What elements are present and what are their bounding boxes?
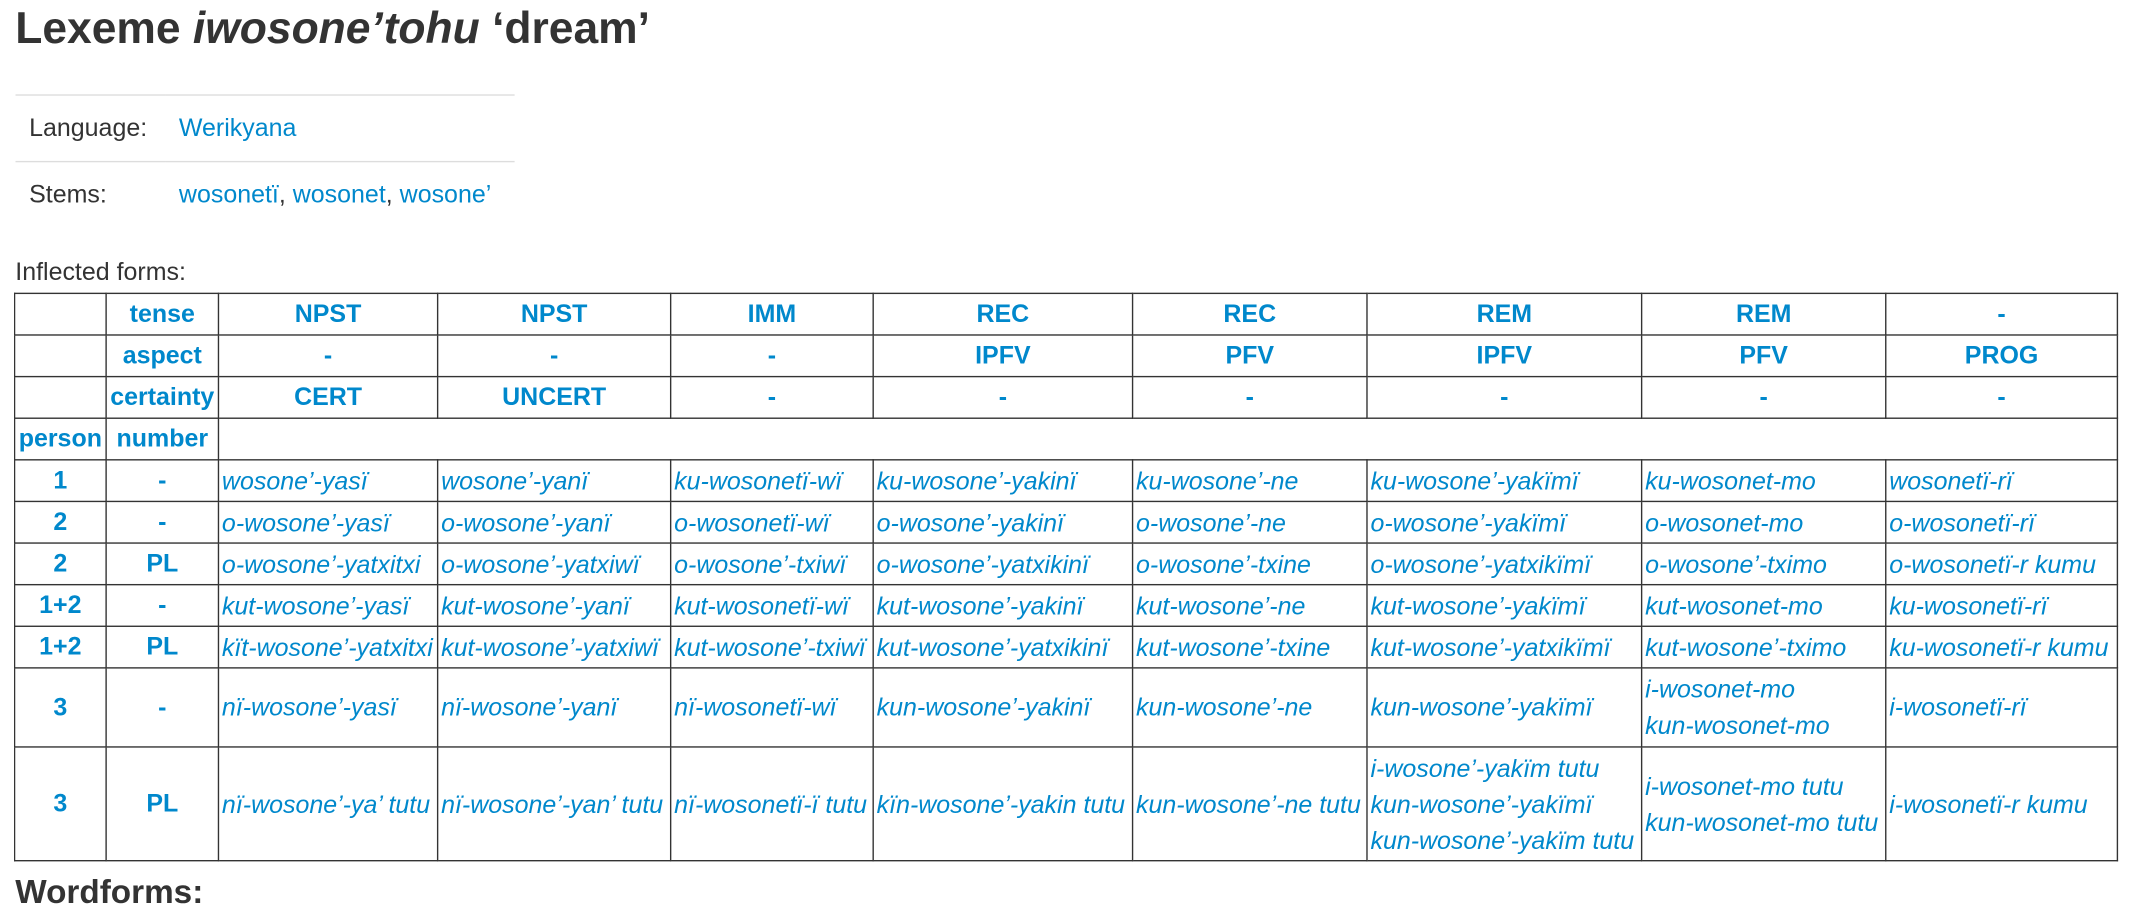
form-cell	[1642, 747, 1886, 861]
wordform-link[interactable]: i-wosone’-yakïm tutu	[1370, 753, 1600, 782]
wordform-link[interactable]: o-wosonetï-rï	[1889, 508, 2035, 537]
form-cell	[1886, 668, 2118, 747]
form-cell	[1133, 585, 1367, 627]
header-spacer-cell	[218, 418, 2117, 460]
table-row	[15, 460, 2118, 502]
tense-header-cell: REM	[1642, 293, 1886, 335]
wordform-link[interactable]: nï-wosone’-yasï	[221, 693, 397, 722]
form-cell	[1642, 460, 1886, 502]
form-cell	[1367, 585, 1642, 627]
certainty-header-cell: -	[1367, 377, 1642, 419]
form-cell	[1886, 460, 2118, 502]
form-cell	[873, 585, 1132, 627]
tense-label: tense	[106, 293, 218, 335]
stems-label: Stems:	[15, 162, 165, 228]
table-row	[15, 626, 2118, 668]
wordform-link[interactable]: ku-wosone’-yakinï	[876, 466, 1077, 495]
form-cell	[438, 501, 671, 543]
form-cell	[218, 543, 437, 585]
form-cell	[873, 626, 1132, 668]
tense-header-cell: REC	[1133, 293, 1367, 335]
form-cell	[218, 626, 437, 668]
form-cell	[873, 747, 1132, 861]
tense-header-cell: IMM	[671, 293, 874, 335]
number-cell: -	[106, 585, 218, 627]
inflection-table	[14, 293, 2118, 862]
wordform-link[interactable]: kut-wosone’-tximo	[1645, 633, 1847, 661]
inflection-table-body	[15, 293, 2118, 860]
number-cell: PL	[106, 543, 218, 585]
certainty-header-cell: -	[1642, 377, 1886, 419]
aspect-header-cell: IPFV	[873, 335, 1132, 377]
number-cell: PL	[106, 626, 218, 668]
tense-header-cell: REM	[1367, 293, 1642, 335]
form-cell	[218, 747, 437, 861]
page-title	[15, 3, 650, 54]
tense-header-cell: NPST	[438, 293, 671, 335]
title-gloss: ‘dream’	[492, 2, 650, 53]
wordform-link[interactable]: kut-wosone’-txiwï	[674, 633, 866, 661]
form-cell	[1642, 626, 1886, 668]
form-cell	[671, 747, 874, 861]
empty-cell	[15, 335, 107, 377]
form-cell	[873, 543, 1132, 585]
wordform-link[interactable]: o-wosone’-yakinï	[876, 508, 1064, 537]
language-link[interactable]: Werikyana	[178, 113, 297, 142]
form-cell	[218, 501, 437, 543]
form-cell	[1133, 543, 1367, 585]
wordform-link[interactable]: ku-wosonetï-r kumu	[1889, 633, 2109, 661]
person-cell: 3	[15, 747, 107, 861]
wordform-link[interactable]: nï-wosone’-ya’ tutu	[221, 789, 431, 818]
empty-cell	[15, 293, 107, 335]
wordform-link[interactable]: nï-wosonetï-wï	[674, 693, 837, 722]
stem-link[interactable]: wosonet	[292, 180, 386, 209]
wordform-link[interactable]: kut-wosone’-yanï	[441, 591, 630, 620]
form-cell	[218, 460, 437, 502]
certainty-header-cell: CERT	[218, 377, 437, 419]
wordform-link[interactable]: kun-wosone’-ne tutu	[1136, 789, 1361, 818]
certainty-label: certainty	[106, 377, 218, 419]
wordform-link[interactable]: kut-wosone’-yasï	[221, 591, 410, 620]
form-cell	[1886, 747, 2118, 861]
aspect-header-cell: -	[671, 335, 874, 377]
tense-row	[15, 293, 2118, 335]
form-cell	[1133, 460, 1367, 502]
form-cell	[671, 585, 874, 627]
form-cell	[1886, 626, 2118, 668]
certainty-header-cell: -	[873, 377, 1132, 419]
form-cell	[438, 543, 671, 585]
form-cell	[671, 668, 874, 747]
form-cell	[671, 460, 874, 502]
person-cell: 1+2	[15, 626, 107, 668]
form-cell	[671, 543, 874, 585]
form-cell	[671, 501, 874, 543]
form-cell	[218, 668, 437, 747]
wordform-link[interactable]: nï-wosone’-yanï	[441, 693, 618, 722]
wordform-link[interactable]: nï-wosone’-yan’ tutu	[441, 789, 664, 818]
form-cell	[1367, 501, 1642, 543]
aspect-header-cell: -	[438, 335, 671, 377]
wordform-link[interactable]: ku-wosonetï-rï	[1889, 591, 2048, 620]
wordform-link[interactable]: o-wosone’-yanï	[441, 508, 611, 537]
wordform-link[interactable]: kut-wosone’-yatxiwï	[441, 633, 659, 661]
wordform-link[interactable]: wosonetï-rï	[1889, 466, 2013, 495]
number-cell: -	[106, 501, 218, 543]
wordform-link[interactable]: kut-wosonet-mo	[1645, 591, 1823, 620]
wordform-link[interactable]: o-wosone’-yatxikinï	[876, 549, 1089, 578]
form-cell	[1886, 543, 2118, 585]
aspect-header-cell: IPFV	[1367, 335, 1642, 377]
wordform-link[interactable]: kun-wosone’-yakïmï	[1370, 693, 1593, 722]
wordform-link[interactable]: ku-wosonet-mo	[1645, 466, 1816, 495]
wordform-link[interactable]: o-wosone’-yatxikïmï	[1370, 549, 1592, 578]
number-cell: -	[106, 668, 218, 747]
wordform-link[interactable]: o-wosone’-yakïmï	[1370, 508, 1567, 537]
wordform-link[interactable]: o-wosonetï-wï	[674, 508, 830, 537]
stems-row	[15, 162, 514, 228]
wordforms-heading: Wordforms:	[15, 873, 204, 912]
wordform-link[interactable]: o-wosonet-mo	[1645, 508, 1804, 537]
form-cell	[438, 668, 671, 747]
form-cell	[1886, 585, 2118, 627]
wordform-link[interactable]: o-wosone’-yatxiwï	[441, 549, 640, 578]
wordform-link[interactable]: kut-wosone’-yatxikinï	[876, 633, 1109, 661]
person-cell: 2	[15, 543, 107, 585]
stem-link[interactable]: wosonetï	[178, 180, 279, 209]
form-cell	[1886, 501, 2118, 543]
wordform-link[interactable]: kun-wosonet-mo	[1645, 711, 1830, 740]
aspect-header-cell: PFV	[1133, 335, 1367, 377]
wordform-link[interactable]: nï-wosonetï-ï tutu	[674, 789, 868, 818]
wordform-link[interactable]: kut-wosone’-yakinï	[876, 591, 1084, 620]
table-row	[15, 747, 2118, 861]
wordform-link[interactable]: o-wosone’-yasï	[221, 508, 390, 537]
person-label: person	[15, 418, 107, 460]
stems-cell: wosonetï, wosonet, wosone’	[165, 162, 515, 228]
wordform-link[interactable]: o-wosone’-txine	[1136, 549, 1311, 578]
person-cell: 3	[15, 668, 107, 747]
wordform-link[interactable]: ku-wosonetï-wï	[674, 466, 843, 495]
tense-header-cell: NPST	[218, 293, 437, 335]
inflected-forms-label: Inflected forms:	[15, 258, 186, 286]
form-cell	[1642, 501, 1886, 543]
form-cell	[438, 747, 671, 861]
empty-cell	[15, 377, 107, 419]
form-cell	[873, 668, 1132, 747]
form-cell	[1642, 543, 1886, 585]
tense-header-cell: REC	[873, 293, 1132, 335]
person-number-header-row	[15, 418, 2118, 460]
form-cell	[1367, 543, 1642, 585]
number-cell: -	[106, 460, 218, 502]
person-cell: 2	[15, 501, 107, 543]
wordform-link[interactable]: o-wosone’-ne	[1136, 508, 1286, 537]
wordform-link[interactable]: kut-wosone’-ne	[1136, 591, 1306, 620]
number-cell: PL	[106, 747, 218, 861]
wordform-link[interactable]: kïn-wosone’-yakin tutu	[876, 789, 1126, 818]
form-cell	[671, 626, 874, 668]
form-cell	[1133, 747, 1367, 861]
wordform-link[interactable]: kut-wosone’-yakïmï	[1370, 591, 1586, 620]
wordform-link[interactable]: o-wosone’-yatxitxi	[221, 549, 421, 578]
wordform-link[interactable]: kun-wosone’-yakïm tutu	[1370, 826, 1635, 854]
wordform-link[interactable]: wosone’-yasï	[221, 466, 368, 495]
wordform-link[interactable]: kït-wosone’-yatxitxi	[221, 633, 433, 661]
wordform-link[interactable]: o-wosonetï-r kumu	[1889, 549, 2096, 578]
table-row	[15, 501, 2118, 543]
certainty-header-cell: -	[671, 377, 874, 419]
wordform-link[interactable]: ku-wosone’-ne	[1136, 466, 1299, 495]
lexeme-info-table	[15, 94, 514, 227]
wordform-link[interactable]: o-wosone’-tximo	[1645, 549, 1827, 578]
form-cell	[1133, 501, 1367, 543]
wordform-link[interactable]: kun-wosone’-yakinï	[876, 693, 1091, 722]
wordform-link[interactable]: wosone’-yanï	[441, 466, 589, 495]
wordform-link[interactable]: ku-wosone’-yakïmï	[1370, 466, 1579, 495]
wordform-link[interactable]: kut-wosone’-txine	[1136, 633, 1331, 661]
table-row	[15, 585, 2118, 627]
form-cell	[1367, 668, 1642, 747]
wordform-link[interactable]: o-wosone’-txiwï	[674, 549, 847, 578]
aspect-header-cell: PROG	[1886, 335, 2118, 377]
certainty-header-cell: -	[1886, 377, 2118, 419]
person-cell: 1+2	[15, 585, 107, 627]
form-cell	[1133, 668, 1367, 747]
table-row	[15, 668, 2118, 747]
form-cell	[873, 501, 1132, 543]
number-label: number	[106, 418, 218, 460]
table-row	[15, 543, 2118, 585]
wordform-link[interactable]: i-wosonet-mo	[1645, 675, 1795, 704]
title-lemma: iwosone’tohu	[192, 2, 480, 53]
wordform-link[interactable]: kun-wosonet-mo tutu	[1645, 807, 1879, 836]
form-cell	[1367, 747, 1642, 861]
language-row	[15, 95, 514, 162]
wordform-link[interactable]: kut-wosonetï-wï	[674, 591, 849, 620]
form-cell	[1642, 585, 1886, 627]
title-prefix: Lexeme	[15, 2, 181, 53]
form-cell	[1133, 626, 1367, 668]
tense-header-cell: -	[1886, 293, 2118, 335]
form-cell	[438, 626, 671, 668]
person-cell: 1	[15, 460, 107, 502]
language-cell	[165, 95, 515, 162]
language-label: Language:	[15, 95, 165, 162]
form-cell	[1367, 460, 1642, 502]
aspect-header-cell: -	[218, 335, 437, 377]
wordform-link[interactable]: kun-wosone’-ne	[1136, 693, 1313, 722]
form-cell	[218, 585, 437, 627]
stem-link[interactable]: wosone’	[399, 180, 492, 209]
wordform-link[interactable]: i-wosonetï-r kumu	[1889, 789, 2088, 818]
form-cell	[1642, 668, 1886, 747]
wordform-link[interactable]: kut-wosone’-yatxikïmï	[1370, 633, 1611, 661]
form-cell	[438, 585, 671, 627]
certainty-header-cell: -	[1133, 377, 1367, 419]
wordform-link[interactable]: i-wosonet-mo tutu	[1645, 771, 1844, 800]
certainty-row	[15, 377, 2118, 419]
form-cell	[438, 460, 671, 502]
aspect-header-cell: PFV	[1642, 335, 1886, 377]
form-cell	[1367, 626, 1642, 668]
form-cell	[873, 460, 1132, 502]
aspect-label: aspect	[106, 335, 218, 377]
aspect-row	[15, 335, 2118, 377]
wordform-link[interactable]: i-wosonetï-rï	[1889, 693, 2027, 722]
certainty-header-cell: UNCERT	[438, 377, 671, 419]
wordform-link[interactable]: kun-wosone’-yakïmï	[1370, 789, 1593, 818]
